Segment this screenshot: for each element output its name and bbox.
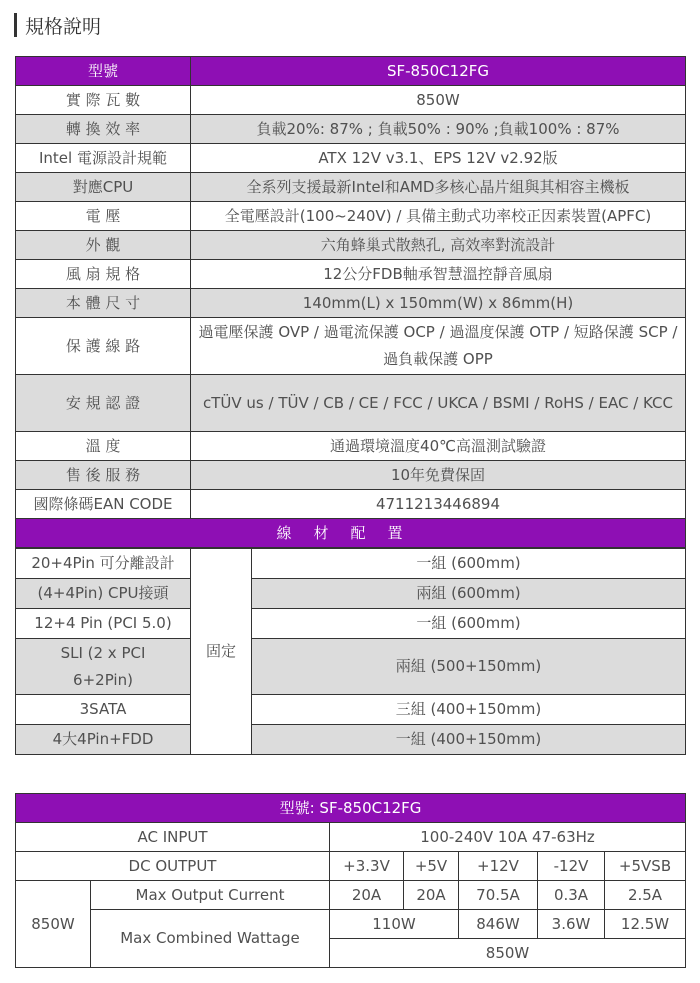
cable-name: 20+4Pin 可分離設計 <box>16 549 191 579</box>
spec-label: 對應CPU <box>16 173 191 202</box>
cable-name: 3SATA <box>16 695 191 725</box>
spec-label: 實 際 瓦 數 <box>16 86 191 115</box>
wattage-rating: 850W <box>16 881 91 968</box>
total-wattage: 850W <box>330 939 686 968</box>
current-value: 2.5A <box>605 881 686 910</box>
table-row <box>16 432 686 461</box>
spec-label: 本 體 尺 寸 <box>16 289 191 318</box>
spec-label: 售 後 服 務 <box>16 461 191 490</box>
combined-value: 12.5W <box>605 910 686 939</box>
electrical-title: 型號: SF-850C12FG <box>16 794 686 823</box>
cable-qty: 兩組 (500+150mm) <box>252 639 686 695</box>
spec-header-label: 型號 <box>16 57 191 86</box>
spec-label: 轉 換 效 率 <box>16 115 191 144</box>
max-current-label: Max Output Current <box>91 881 330 910</box>
table-row <box>16 231 686 260</box>
cable-qty: 一組 (600mm) <box>252 549 686 579</box>
spec-header-row <box>16 57 686 86</box>
rail-label: +3.3V <box>330 852 404 881</box>
current-value: 0.3A <box>538 881 605 910</box>
section-heading <box>14 12 101 38</box>
spec-label: 電 壓 <box>16 202 191 231</box>
current-value: 20A <box>330 881 404 910</box>
table-row <box>16 144 686 173</box>
table-row <box>16 173 686 202</box>
dc-output-label: DC OUTPUT <box>16 852 330 881</box>
cable-header-row <box>16 519 686 548</box>
spec-label: 外 觀 <box>16 231 191 260</box>
cable-table <box>15 548 686 755</box>
cable-name: (4+4Pin) CPU接頭 <box>16 579 191 609</box>
rail-label: +5VSB <box>605 852 686 881</box>
spec-value: 850W <box>191 86 686 115</box>
cable-qty: 一組 (400+150mm) <box>252 725 686 755</box>
spec-value: 全電壓設計(100~240V) / 具備主動式功率校正因素裝置(APFC) <box>191 202 686 231</box>
current-value: 20A <box>404 881 459 910</box>
ac-input-value: 100-240V 10A 47-63Hz <box>330 823 686 852</box>
section-title: 規格說明 <box>25 15 102 38</box>
table-row <box>16 823 686 852</box>
cable-qty: 兩組 (600mm) <box>252 579 686 609</box>
combined-value: 110W <box>330 910 459 939</box>
combined-value: 846W <box>459 910 538 939</box>
spec-table <box>15 56 686 548</box>
table-row <box>16 549 686 579</box>
table-row <box>16 725 686 755</box>
table-row <box>16 289 686 318</box>
combined-value: 3.6W <box>538 910 605 939</box>
ac-input-label: AC INPUT <box>16 823 330 852</box>
spec-value: 通過環境溫度40℃高溫測試驗證 <box>191 432 686 461</box>
combined-wattage-label: Max Combined Wattage <box>91 910 330 968</box>
spec-label: 溫 度 <box>16 432 191 461</box>
spec-label: 風 扇 規 格 <box>16 260 191 289</box>
spec-label: 保 護 線 路 <box>16 318 191 375</box>
heading-bar <box>14 13 17 37</box>
table-row <box>16 260 686 289</box>
cable-qty: 一組 (600mm) <box>252 609 686 639</box>
cable-type: 固定 <box>191 549 252 755</box>
table-row <box>16 318 686 375</box>
table-row <box>16 910 686 939</box>
current-value: 70.5A <box>459 881 538 910</box>
spec-value: ATX 12V v3.1、EPS 12V v2.92版 <box>191 144 686 173</box>
table-row <box>16 852 686 881</box>
table-row <box>16 115 686 144</box>
table-row <box>16 86 686 115</box>
spec-value: cTÜV us / TÜV / CB / CE / FCC / UKCA / BSMI / RoHS / EAC / KCC <box>191 375 686 432</box>
table-row <box>16 461 686 490</box>
spec-value: 10年免費保固 <box>191 461 686 490</box>
table-row <box>16 202 686 231</box>
table-row <box>16 579 686 609</box>
cable-name: SLI (2 x PCI 6+2Pin) <box>16 639 191 695</box>
spec-value: 六角蜂巢式散熱孔, 高效率對流設計 <box>191 231 686 260</box>
electrical-header-row <box>16 794 686 823</box>
spec-value: 4711213446894 <box>191 490 686 519</box>
spec-header-value: SF-850C12FG <box>191 57 686 86</box>
electrical-table <box>15 793 686 968</box>
rail-label: -12V <box>538 852 605 881</box>
rail-label: +12V <box>459 852 538 881</box>
cable-qty: 三組 (400+150mm) <box>252 695 686 725</box>
spec-value: 過電壓保護 OVP / 過電流保護 OCP / 過溫度保護 OTP / 短路保護 SCP / 過負載保護 OPP <box>191 318 686 375</box>
spec-value: 全系列支援最新Intel和AMD多核心晶片組與其相容主機板 <box>191 173 686 202</box>
table-row <box>16 490 686 519</box>
cable-name: 4大4Pin+FDD <box>16 725 191 755</box>
cable-name: 12+4 Pin (PCI 5.0) <box>16 609 191 639</box>
spec-label: 安 規 認 證 <box>16 375 191 432</box>
spec-value: 12公分FDB軸承智慧溫控靜音風扇 <box>191 260 686 289</box>
spec-value: 140mm(L) x 150mm(W) x 86mm(H) <box>191 289 686 318</box>
table-row <box>16 375 686 432</box>
spec-label: 國際條碼EAN CODE <box>16 490 191 519</box>
table-row <box>16 881 686 910</box>
spec-value: 負載20%: 87% ; 負載50% : 90% ;負載100% : 87% <box>191 115 686 144</box>
table-row <box>16 695 686 725</box>
table-row <box>16 639 686 695</box>
spec-label: Intel 電源設計規範 <box>16 144 191 173</box>
cable-section-title: 線材配置 <box>16 519 686 548</box>
rail-label: +5V <box>404 852 459 881</box>
table-row <box>16 609 686 639</box>
